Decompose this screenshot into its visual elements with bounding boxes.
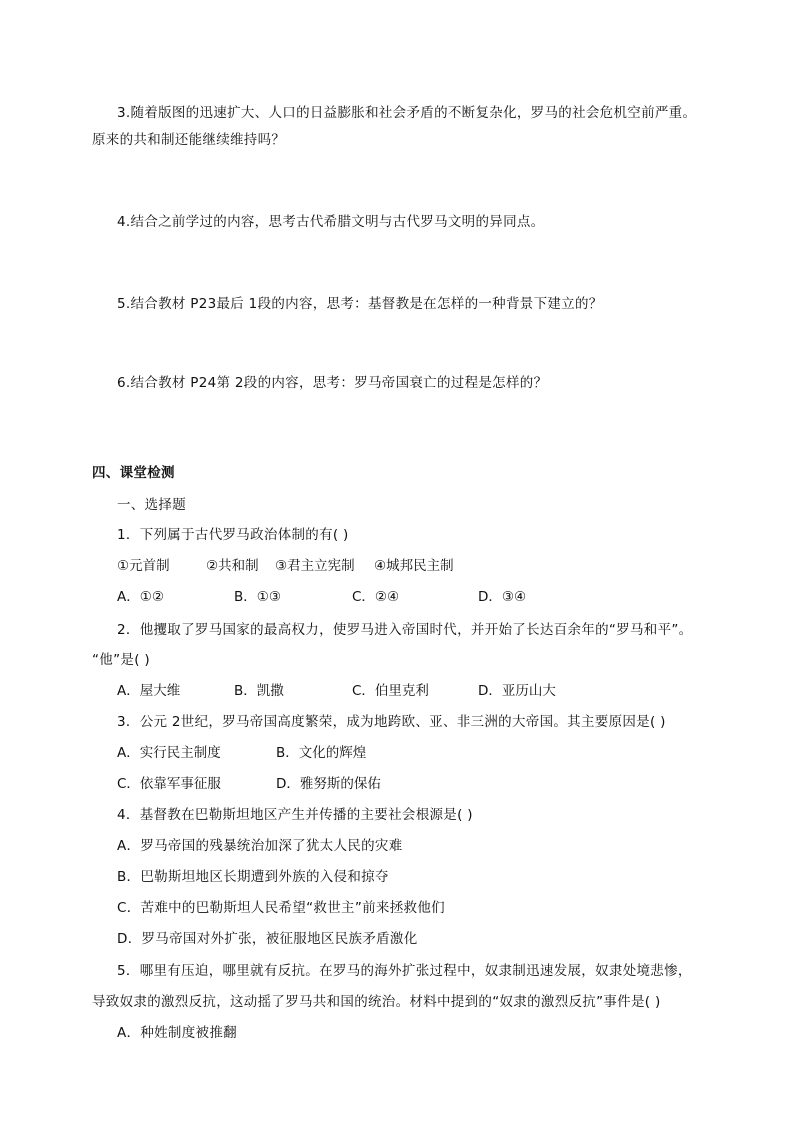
statement-item: ①元首制 <box>117 558 170 574</box>
mc-question-2-line-1: 2．他攫取了罗马国家的最高权力，使罗马进入帝国时代，并开始了长达百余年的“罗马和平”。 <box>117 622 693 638</box>
answer-option: D．亚历山大 <box>478 683 556 699</box>
answer-option: C．②④ <box>352 589 400 605</box>
answer-option: C．依靠军事征服 <box>117 776 221 792</box>
section-subheading: 一、选择题 <box>117 497 186 513</box>
answer-option: C．伯里克利 <box>352 683 429 699</box>
statement-item: ③君主立宪制 <box>275 558 355 574</box>
question-4: 4.结合之前学过的内容，思考古代希腊文明与古代罗马文明的异同点。 <box>117 214 545 230</box>
answer-option: B．①③ <box>234 589 281 605</box>
answer-option: A．①② <box>117 589 164 605</box>
mc-question-1-stem: 1．下列属于古代罗马政治体制的有( ) <box>117 527 349 543</box>
answer-option: D．罗马帝国对外扩张，被征服地区民族矛盾激化 <box>117 931 418 947</box>
answer-option: A．罗马帝国的残暴统治加深了犹太人民的灾难 <box>117 838 403 854</box>
answer-option: A．实行民主制度 <box>117 745 221 761</box>
mc-question-3-stem: 3．公元 2世纪，罗马帝国高度繁荣，成为地跨欧、亚、非三洲的大帝国。其主要原因是( ) <box>117 714 666 730</box>
statement-item: ②共和制 <box>206 558 259 574</box>
answer-option: D．③④ <box>478 589 527 605</box>
question-5: 5.结合教材 P23最后 1段的内容，思考：基督教是在怎样的一种背景下建立的？ <box>117 296 603 312</box>
answer-option: B．文化的辉煌 <box>276 745 367 761</box>
question-3-line-2: 原来的共和制还能继续维持吗？ <box>92 132 286 148</box>
answer-option: A．种姓制度被推翻 <box>117 1025 237 1041</box>
statement-item: ④城邦民主制 <box>374 558 454 574</box>
mc-question-5-line-1: 5．哪里有压迫，哪里就有反抗。在罗马的海外扩张过程中，奴隶制迅速发展，奴隶处境悲惨， <box>117 963 692 979</box>
mc-question-4-stem: 4．基督教在巴勒斯坦地区产生并传播的主要社会根源是( ) <box>117 807 473 823</box>
answer-option: A．屋大维 <box>117 683 181 699</box>
answer-option: B．巴勒斯坦地区长期遭到外族的入侵和掠夺 <box>117 869 389 885</box>
section-heading: 四、课堂检测 <box>92 465 175 481</box>
question-6: 6.结合教材 P24第 2段的内容，思考：罗马帝国衰亡的过程是怎样的？ <box>117 375 548 391</box>
mc-question-2-line-2: “他”是( ) <box>92 652 150 668</box>
mc-question-5-line-2: 导致奴隶的激烈反抗，这动摇了罗马共和国的统治。材料中提到的“奴隶的激烈反抗”事件是( ) <box>92 994 661 1010</box>
answer-option: D．雅努斯的保佑 <box>276 776 381 792</box>
answer-option: B．凯撒 <box>234 683 284 699</box>
question-3-line-1: 3.随着版图的迅速扩大、人口的日益膨胀和社会矛盾的不断复杂化，罗马的社会危机空前严重。 <box>117 105 697 121</box>
answer-option: C．苦难中的巴勒斯坦人民希望“救世主”前来拯救他们 <box>117 900 445 916</box>
